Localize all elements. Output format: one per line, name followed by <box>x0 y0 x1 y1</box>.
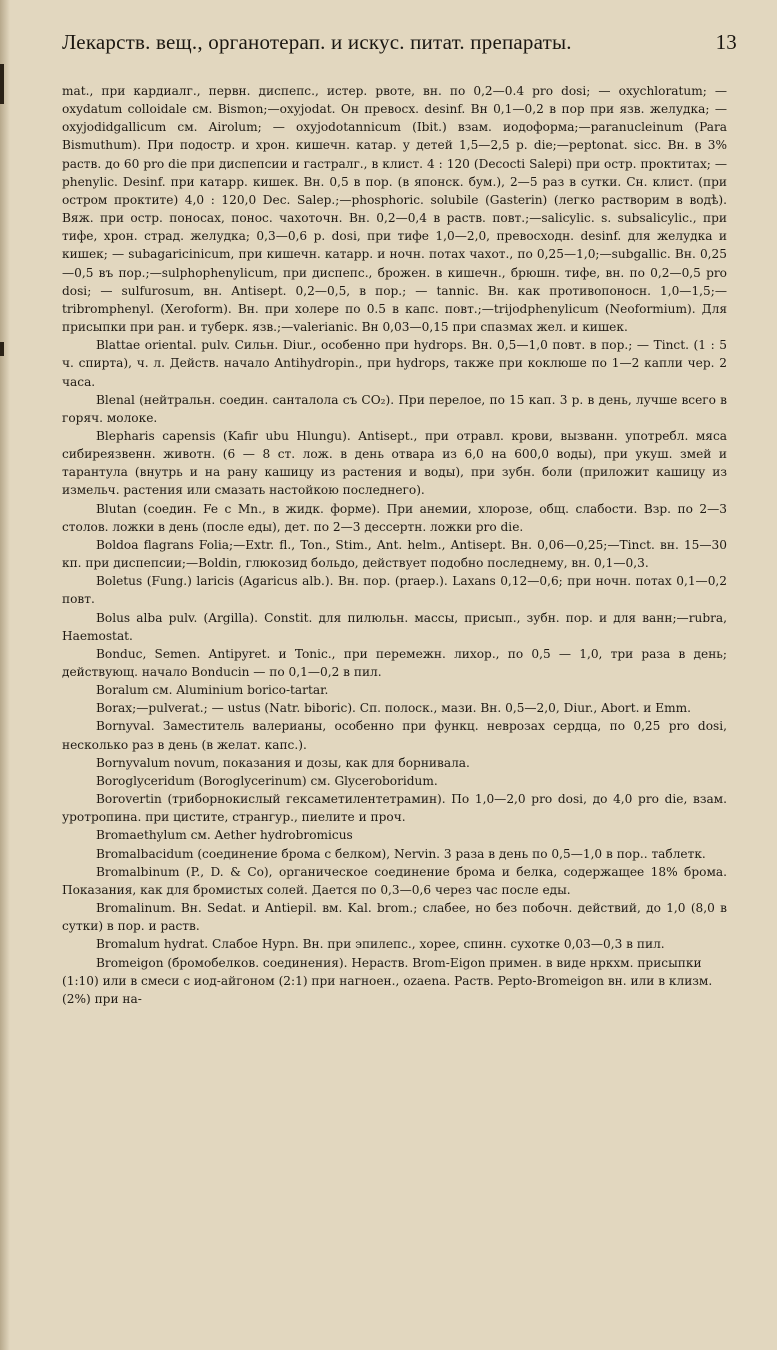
entry-bromaethylum: Bromaethylum см. Aether hydrobromicus <box>96 828 353 843</box>
paragraph-continuation: mat., при кардиалг., первн. диспепс., истер. рвоте, вн. по 0,2—0.4 pro dosi; — oxychloratum; — oxydatum colloidale см. Bismon;—oxyjodat. Он превосх. desinf. Вн 0,1—0,2 в пор при язв. желудка; — oxyjodidgallicum см. Airolum; — oxyjodotannicum (Ibit.) взам. иодоформа;—paranucleinum (Para Bismuthum). При подостр. и хрон. кишечн. катар. у детей 1,5—2,5 р. die;—peptonat. sicc. Вн. в 3% раств. до 60 pro die при диспепсии и гастралг., в клист. 4 : 120 (Decocti Salepi) при остр. проктитах; — phenylic. Desinf. при катарр. кишек. Вн. 0,5 в пор. (в японск. бум.), 2—5 раз в сутки. Сн. клист. (при остром проктите) 4,0 : 120,0 Dec. Salep.;—phosphoric. solubile (Gasterin) (легко растворим в водѣ). Вяж. при остр. поносах, понос. чахоточн. Вн. 0,2—0,4 в раств. повт.;—salicylic. s. subsalicylic., при тифе, хрон. страд. желудка; 0,3—0,6 р. dosi, при тифе 1,0—2,0, превосходн. desinf. для желудка и кишек; — subagaricinicum, при кишечн. катарр. и ночн. потах чахот., по 0,25—1,0;—subgallic. Вн. 0,25—0,5 въ пор.;—sulphophenylicum, при диспепс., брожен. в кишечн., брюшн. тифе, вн. по 0,2—0,5 pro dosi; — sulfurosum, вн. Antisept. 0,2—0,5, в пор.; — tannic. Вн. как противопоносн. 1,0—1,5;—tribromphenyl. (Xeroform). Вн. при холере по 0.5 в капс. повт.;—trijodphenylicum (Neoformium). Для присыпки при ран. и туберк. язв.;—valerianic. Вн 0,03—0,15 при спазмах жел. и кишек. <box>62 84 727 335</box>
entry-boroglyceridum: Boroglyceridum (Boroglycerinum) см. Glyceroboridum. <box>96 773 438 788</box>
entry-blenal: Blenal (нейтральн. соедин. санталола съ CO₂). При перелое, по 15 кап. 3 р. в день, лучше всего в горяч. молоке. <box>62 392 727 425</box>
entry-boletus: Boletus (Fung.) laricis (Agaricus alb.). Вн. пор. (praep.). Laxans 0,12—0,6; при ночн. потах 0,1—0,2 повт. <box>62 574 727 607</box>
entry-borovertin: Borovertin (триборнокислый гексаметилентетрамин). По 1,0—2,0 pro dosi, до 4,0 pro die, взам. уротропина. при циститe, странгур., пиелите и проч. <box>62 792 727 825</box>
page-body <box>62 82 727 1338</box>
entry-bromalbacidum: Bromalbacidum (соединение брома с белком), Nervin. 3 раза в день по 0,5—1,0 в пор.. таблетк. <box>96 846 706 861</box>
entry-bromalbinum: Bromalbinum (P., D. & Co), органическое соединение брома и белка, содержащее 18% брома. Показания, как для бромистых солей. Дается по 0,3—0,6 через час после еды. <box>62 864 727 897</box>
entry-bromeigon: Bromeigon (бромобелков. соединения). Нераств. Brom-Eigon примен. в виде нркхм. присыпки (1:10) или в смеси с иод-айгоном (2:1) при нагноен., ozaena. Раств. Pepto-Bromeigon вн. или в клизм. (2%) при на- <box>62 955 713 1006</box>
entry-borax: Borax;—pulverat.; — ustus (Natr. biboric). Сп. полоск., мази. Вн. 0,5—2,0, Diur., Abort. и Emm. <box>96 701 692 716</box>
entry-bornyval: Bornyval. Заместитель валерианы, особенно при функц. неврозах сердца, по 0,25 pro dosi, несколько раз в день (в желат. капс.). <box>62 719 727 752</box>
scan-edge-mark <box>0 342 4 356</box>
entry-boldoa: Boldoa flagrans Folia;—Extr. fl., Ton., Stim., Ant. helm., Antisept. Вн. 0,06—0,25;—Tinct. вн. 15—30 кп. при диспепсии;—Boldin, глюкозид больдо, действует подобно последнему, вн. 0,1—0,3. <box>62 537 727 571</box>
page-header <box>62 30 737 55</box>
entry-blutan: Blutan (соедин. Fe с Mn., в жидк. форме). При анемии, хлорозе, общ. слабости. Взр. по 2—3 столов. ложки в день (после еды), дет. по 2—3 дессертн. ложки pro die. <box>62 501 727 534</box>
entry-bornyvalum-novum: Bornyvalum novum, показания и дозы, как для борнивала. <box>96 755 470 770</box>
page-number: 13 <box>715 30 737 54</box>
entry-blepharis: Blepharis capensis (Kafir ubu Hlungu). Antisept., при отравл. крови, вызванн. употребл. мяса сибиреязвенн. животн. (6 — 8 ст. лож. в день отвара из 6,0 на 600,0 воды), при укуш. змей и тарантула (внутрь и на рану кашицу из растения и воды), при зубн. боли (приложит кашицу из измельч. растения или смазать настойкою последнего). <box>62 428 727 498</box>
entry-bromalinum: Bromalinum. Вн. Sedat. и Antiepil. вм. Kal. brom.; слабее, но без побочн. действий, до 1,0 (8,0 в сутки) в пор. и раств. <box>62 901 727 934</box>
entry-bonduc: Bonduc, Semen. Antipyret. и Tonic., при перемежн. лихор., по 0,5 — 1,0, три раза в день; действующ. начало Bonducin — по 0,1—0,2 в пил. <box>62 646 727 679</box>
entry-bolus: Bolus alba pulv. (Argilla). Constit. для пилюльн. массы, присып., зубн. пор. и для ванн;—rubra, Haemostat. <box>62 610 727 643</box>
entry-blattae: Blattae oriental. pulv. Сильн. Diur., особенно при hydrops. Вн. 0,5—1,0 повт. в пор.; — Tinct. (1 : 5 ч. спирта), ч. л. Действ. начало Antihydropin., при hydrops, также при коклюше по 1—2 капли чер. 2 часа. <box>62 338 727 389</box>
running-title: Лекарств. вещ., органотерап. и искус. питат. препараты. <box>62 30 572 54</box>
entry-bromalum-hydrat: Bromalum hydrat. Слабое Hypn. Вн. при эпилепс., хорее, спинн. сухотке 0,03—0,3 в пил. <box>96 937 665 952</box>
entry-boralum: Boralum см. Aluminium borico-tartar. <box>96 683 329 698</box>
scan-edge-mark <box>0 64 4 104</box>
